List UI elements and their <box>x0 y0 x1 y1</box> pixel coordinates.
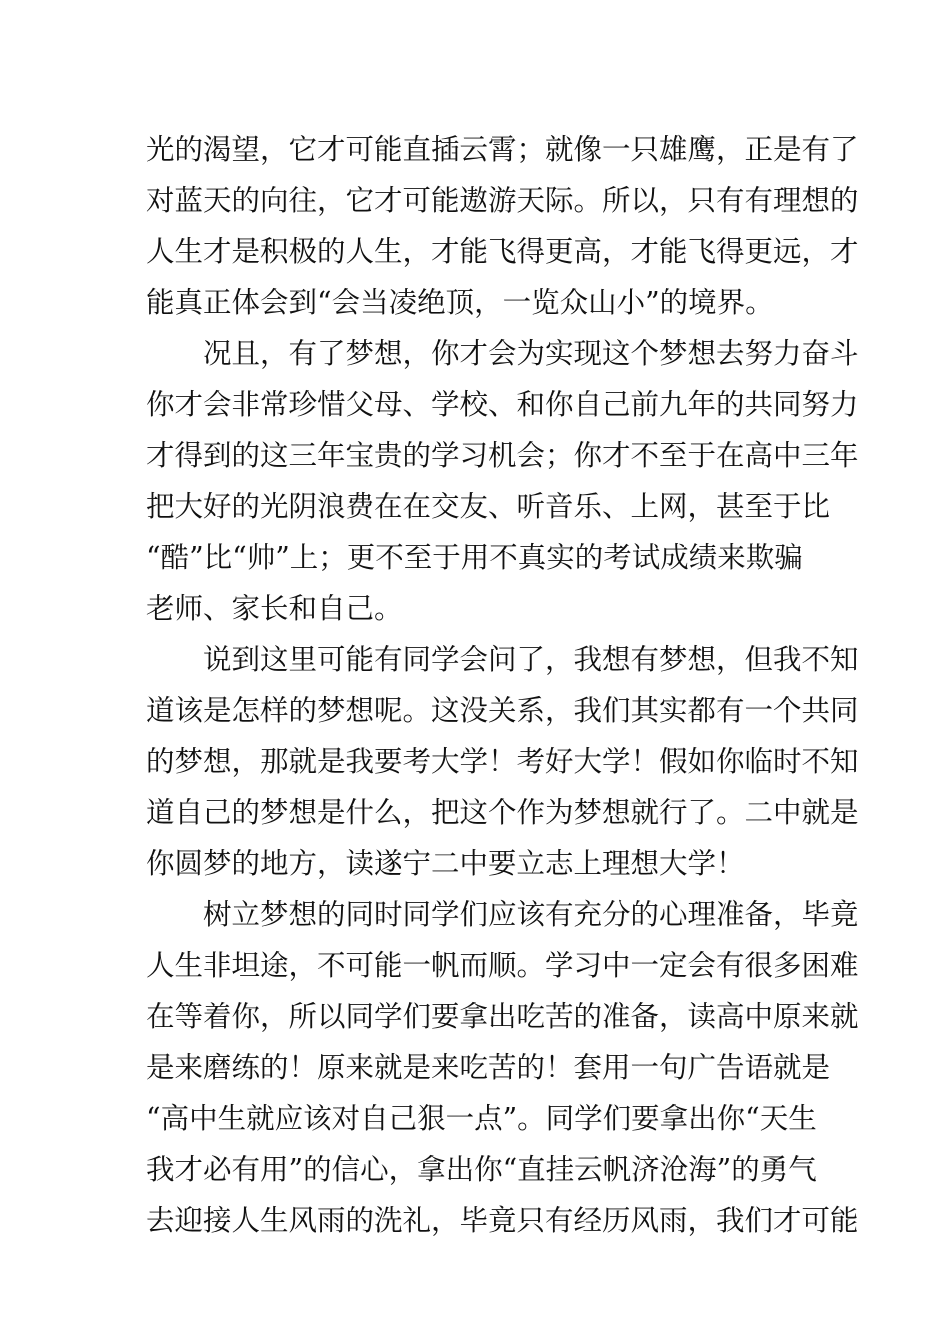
text-line: 人生才是积极的人生，才能飞得更高，才能飞得更远，才 <box>146 235 859 268</box>
text-line: 道该是怎样的梦想呢。这没关系，我们其实都有一个共同 <box>146 694 859 727</box>
paragraph-2 <box>146 328 859 634</box>
paragraph-3 <box>146 634 859 889</box>
text-line: “高中生就应该对自己狠一点”。同学们要拿出你“天生 <box>146 1102 817 1135</box>
text-line: 是来磨练的！原来就是来吃苦的！套用一句广告语就是 <box>146 1051 831 1084</box>
text-line-indented: 树立梦想的同时同学们应该有充分的心理准备，毕竟 <box>203 898 859 931</box>
paragraph-4 <box>146 889 859 1246</box>
paragraph-1 <box>146 124 859 328</box>
text-line: 我才必有用”的信心，拿出你“直挂云帆济沧海”的勇气 <box>146 1153 817 1186</box>
text-line: 你才会非常珍惜父母、学校、和你自己前九年的共同努力 <box>146 388 859 421</box>
text-line: 能真正体会到“会当凌绝顶，一览众山小”的境界。 <box>146 286 774 319</box>
text-line: 在等着你，所以同学们要拿出吃苦的准备，读高中原来就 <box>146 1000 859 1033</box>
text-line: 道自己的梦想是什么，把这个作为梦想就行了。二中就是 <box>146 796 859 829</box>
text-line: 的梦想，那就是我要考大学！考好大学！假如你临时不知 <box>146 745 859 778</box>
document-body <box>146 124 859 1246</box>
text-line: “酷”比“帅”上；更不至于用不真实的考试成绩来欺骗 <box>146 541 803 574</box>
text-line-indented: 说到这里可能有同学会问了，我想有梦想，但我不知 <box>203 643 859 676</box>
text-line: 对蓝天的向往，它才可能遨游天际。所以，只有有理想的 <box>146 184 859 217</box>
text-line: 才得到的这三年宝贵的学习机会；你才不至于在高中三年 <box>146 439 859 472</box>
text-line: 把大好的光阴浪费在在交友、听音乐、上网，甚至于比 <box>146 490 831 523</box>
text-line: 光的渴望，它才可能直插云霄；就像一只雄鹰，正是有了 <box>146 133 859 166</box>
text-line: 你圆梦的地方，读遂宁二中要立志上理想大学！ <box>146 847 745 880</box>
text-line: 人生非坦途，不可能一帆而顺。学习中一定会有很多困难 <box>146 949 859 982</box>
text-line: 老师、家长和自己。 <box>146 592 403 625</box>
text-line-indented: 况且，有了梦想，你才会为实现这个梦想去努力奋斗 <box>203 337 859 370</box>
text-line: 去迎接人生风雨的洗礼，毕竟只有经历风雨，我们才可能 <box>146 1204 859 1237</box>
